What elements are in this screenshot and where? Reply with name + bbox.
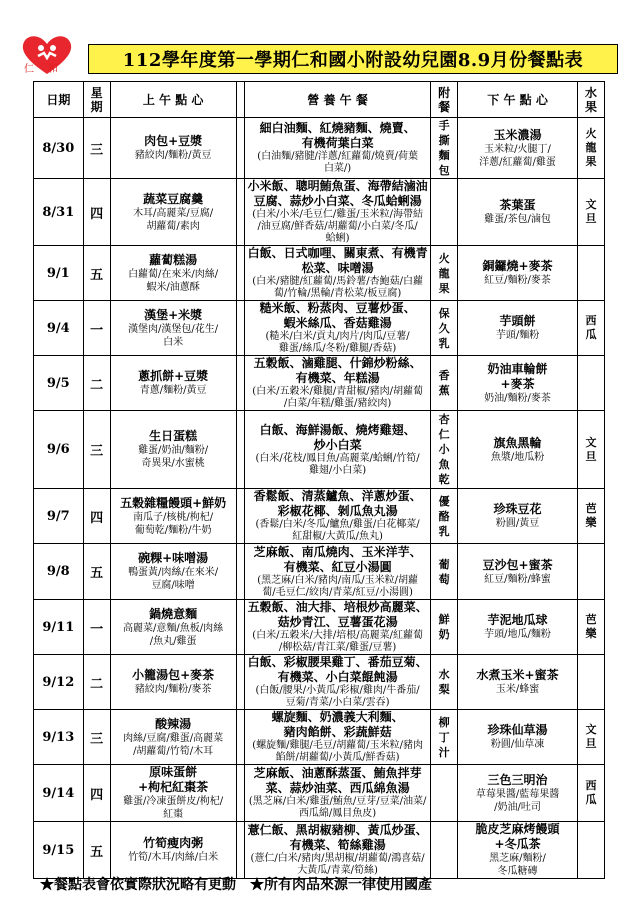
pm-snack-name: 玉米濃湯 — [493, 127, 542, 142]
lunch-ingredients: (黑芝麻/白米/雞蛋/鮪魚/豆芽/豆菜/油菜/ 西瓜綿/鳳目魚皮) — [248, 796, 427, 819]
row-fruit — [578, 356, 605, 411]
table-row — [34, 356, 605, 411]
row-pm-snack — [458, 544, 578, 600]
am-snack-ingredients: 豬絞肉/麵粉/黃豆 — [134, 150, 212, 161]
row-fruit: 文 旦 — [578, 179, 605, 246]
am-snack-name: 肉包+豆漿 — [144, 134, 203, 148]
row-am-snack — [110, 246, 236, 301]
row-am-snack — [110, 655, 236, 710]
row-separator — [236, 765, 244, 822]
row-lunch — [244, 179, 430, 246]
row-lunch — [244, 489, 430, 544]
row-separator — [236, 544, 244, 600]
am-snack-ingredients: 雞蛋/奶油/麵粉/ 奇異果/水蜜桃 — [138, 445, 209, 469]
lunch-ingredients: (香鬆/白米/冬瓜/鱸魚/雞蛋/白花椰菜/ 紅甜椒/大黃瓜/魚丸) — [255, 519, 420, 542]
row-lunch — [244, 655, 430, 710]
row-fruit: 西 瓜 — [578, 301, 605, 356]
pm-snack-ingredients: 奶油/麵粉/麥茶 — [484, 392, 551, 404]
row-weekday: 三 — [83, 118, 110, 179]
header-separator — [236, 82, 244, 118]
row-am-snack — [110, 710, 236, 765]
row-pm-snack — [458, 489, 578, 544]
row-pm-snack — [458, 356, 578, 411]
lunch-name: 白飯、日式咖哩、關東煮、有機青 松菜、味噌湯 — [247, 246, 428, 275]
lunch-name: 香鬆飯、清蒸鱸魚、洋蔥炒蛋、 彩椒花椰、剝瓜魚丸湯 — [253, 489, 422, 518]
am-snack-name: 原味蛋餅 +枸杞紅棗茶 — [138, 765, 209, 794]
pm-snack-ingredients: 玉米/蜂蜜 — [495, 684, 540, 695]
table-row — [34, 179, 605, 246]
row-separator — [236, 600, 244, 655]
row-lunch — [244, 411, 430, 489]
row-side-dish: 火 龍 果 — [431, 246, 458, 301]
pm-snack-name: 三色三明治 — [487, 772, 548, 787]
row-side-dish: 手 撕 麵 包 — [431, 118, 458, 179]
row-date: 9/4 — [34, 301, 84, 356]
header-side: 附 餐 — [431, 82, 458, 118]
row-weekday: 四 — [83, 765, 110, 822]
row-am-snack — [110, 356, 236, 411]
lunch-ingredients: (白米/五穀米/大排/培根/高麗菜/紅蘿蔔 /柳松菇/青江菜/雞蛋/豆薯) — [252, 630, 423, 653]
row-side-dish: 保 久 乳 — [431, 301, 458, 356]
row-side-dish: 香 蕉 — [431, 356, 458, 411]
pm-snack-ingredients: 芋頭/地瓜/麵粉 — [484, 629, 551, 640]
row-date: 9/1 — [34, 246, 84, 301]
row-weekday: 一 — [83, 301, 110, 356]
lunch-name: 白飯、海鮮湯飯、燒烤雞翅、 炒小白菜 — [259, 422, 416, 452]
pm-snack-name: 水煮玉米+蜜茶 — [476, 668, 559, 682]
row-pm-snack — [458, 765, 578, 822]
am-snack-name: 蔬菜豆腐羹 — [143, 191, 204, 206]
am-snack-name: 碗粿+味噌湯 — [138, 551, 209, 565]
lunch-ingredients: (白油麵/豬腱/洋蔥/紅蘿蔔/燒賣/荷葉 白菜/) — [257, 151, 418, 174]
row-am-snack — [110, 765, 236, 822]
row-fruit: 芭 樂 — [578, 489, 605, 544]
am-snack-ingredients: 青蔥/麵粉/黃豆 — [139, 385, 207, 396]
row-date: 8/30 — [34, 118, 84, 179]
row-pm-snack — [458, 411, 578, 489]
am-snack-ingredients: 木耳/高麗菜/豆腐/ 胡蘿蔔/素肉 — [133, 207, 214, 232]
row-separator — [236, 118, 244, 179]
row-separator — [236, 655, 244, 710]
lunch-name: 糙米飯、粉蒸肉、豆薯炒蛋、 蝦米絲瓜、香菇雞湯 — [259, 301, 416, 330]
meal-table — [33, 81, 605, 879]
header-am-snack: 上 午 點 心 — [110, 82, 236, 118]
row-date: 9/11 — [34, 600, 84, 655]
header-date: 日期 — [34, 82, 84, 118]
row-pm-snack — [458, 710, 578, 765]
pm-snack-name: 珍珠豆花 — [493, 502, 542, 516]
row-lunch — [244, 246, 430, 301]
row-weekday: 四 — [83, 489, 110, 544]
row-date: 8/31 — [34, 179, 84, 246]
row-side-dish: 水 梨 — [431, 655, 458, 710]
row-side-dish: 柳 丁 汁 — [431, 710, 458, 765]
row-side-dish: 鮮 奶 — [431, 600, 458, 655]
table-row — [34, 544, 605, 600]
row-fruit — [578, 246, 605, 301]
lunch-ingredients: (白米/豬腱/紅蘿蔔/馬鈴薯/杏鮑菇/白蘿 蔔/竹輪/黑輪/青松菜/板豆腐) — [252, 276, 423, 299]
pm-snack-name: 茶葉蛋 — [499, 198, 536, 212]
row-date: 9/7 — [34, 489, 84, 544]
row-am-snack — [110, 544, 236, 600]
row-fruit: 火 龍 果 — [578, 118, 605, 179]
header-pm-snack: 下 午 點 心 — [458, 82, 578, 118]
row-am-snack — [110, 118, 236, 179]
am-snack-ingredients: 豬絞肉/麵粉/麥茶 — [134, 684, 212, 695]
am-snack-name: 鍋燒意麵 — [149, 606, 198, 621]
header-weekday: 星 期 — [83, 82, 110, 118]
row-pm-snack — [458, 822, 578, 879]
table-row — [34, 655, 605, 710]
lunch-ingredients: (白米/花枝/鳳目魚/高麗菜/蛤蜊/竹筍/ 雞翅/小白菜) — [255, 452, 420, 476]
row-weekday: 五 — [83, 246, 110, 301]
lunch-name: 薏仁飯、黑胡椒豬柳、黃瓜炒蛋、 有機菜、筍絲雞湯 — [247, 823, 428, 852]
row-fruit: 文 旦 — [578, 411, 605, 489]
row-lunch — [244, 765, 430, 822]
row-fruit: 文 旦 — [578, 710, 605, 765]
row-side-dish — [431, 822, 458, 879]
row-side-dish: 優 酪 乳 — [431, 489, 458, 544]
lunch-name: 白飯、彩椒腰果雞丁、番茄豆菊、 有機菜、小白菜餛飩湯 — [247, 655, 428, 684]
meal-table-body — [34, 118, 605, 879]
row-am-snack — [110, 489, 236, 544]
row-side-dish — [431, 179, 458, 246]
pm-snack-name: 奶油車輪餅 +麥茶 — [487, 361, 548, 391]
row-weekday: 五 — [83, 544, 110, 600]
am-snack-name: 小籠湯包+麥茶 — [132, 668, 215, 682]
row-pm-snack — [458, 179, 578, 246]
am-snack-ingredients: 雞蛋/冷凍蛋餅皮/枸杞/ 紅棗 — [123, 796, 224, 820]
am-snack-name: 漢堡+米漿 — [144, 307, 203, 322]
pm-snack-name: 銅鑼燒+麥茶 — [482, 259, 553, 273]
footer-note: ★餐點表會依實際狀況略有更動 ★所有肉品來源一律使用國產 — [40, 877, 432, 893]
pm-snack-name: 豆沙包+蜜茶 — [482, 557, 553, 572]
row-weekday: 三 — [83, 710, 110, 765]
row-separator — [236, 246, 244, 301]
row-lunch — [244, 600, 430, 655]
am-snack-name: 竹筍瘦肉粥 — [143, 836, 204, 850]
lunch-ingredients: (糙米/白米/貢丸/肉片/肉瓜/豆薯/ 雞蛋/絲瓜/冬粉/雞腿/香菇) — [265, 331, 410, 354]
am-snack-ingredients: 竹筍/木耳/肉絲/白米 — [128, 852, 219, 863]
row-weekday: 四 — [83, 179, 110, 246]
row-fruit: 西 瓜 — [578, 765, 605, 822]
pm-snack-ingredients: 黑芝麻/麵粉/ 冬瓜糖磚 — [489, 853, 546, 877]
row-date: 9/14 — [34, 765, 84, 822]
row-lunch — [244, 356, 430, 411]
table-row — [34, 118, 605, 179]
row-pm-snack — [458, 600, 578, 655]
lunch-name: 芝麻飯、油蔥酥蒸蛋、鮪魚拌芽 菜、蒜炒油菜、西瓜綿魚湯 — [253, 766, 422, 795]
lunch-name: 小米飯、聰明鮪魚蛋、海帶結滷油 豆腐、蒜炒小白菜、冬瓜蛤蜊湯 — [247, 179, 428, 208]
lunch-name: 螺旋麵、奶濃義大利麵、 豬肉餡餅、彩蔬鮮菇 — [271, 710, 404, 739]
lunch-ingredients: (白飯/腰果/小黃瓜/彩椒/雞肉/牛番茄/ 豆菊/青菜/小白菜/雲吞) — [255, 685, 420, 708]
row-fruit — [578, 544, 605, 600]
row-lunch — [244, 710, 430, 765]
lunch-name: 五穀飯、油大排、培根炒高麗菜、 菇炒青江、豆薯蛋花湯 — [247, 600, 428, 629]
row-side-dish: 葡 萄 — [431, 544, 458, 600]
lunch-ingredients: (螺旋麵/雞腿/毛豆/胡蘿蔔/玉米粒/豬肉 餡餅/胡蘿蔔/小黃瓜/鮮香菇) — [252, 740, 423, 763]
row-separator — [236, 301, 244, 356]
pm-snack-name: 芋泥地瓜球 — [487, 613, 548, 627]
row-weekday: 五 — [83, 822, 110, 879]
pm-snack-ingredients: 紅豆/麵粉/蜂蜜 — [484, 573, 551, 585]
table-row — [34, 765, 605, 822]
am-snack-ingredients: 漢堡肉/漢堡包/花生/ 白米 — [128, 323, 219, 348]
table-row — [34, 301, 605, 356]
am-snack-name: 酸辣湯 — [155, 716, 192, 731]
table-row — [34, 489, 605, 544]
table-row — [34, 600, 605, 655]
pm-snack-ingredients: 紅豆/麵粉/麥茶 — [484, 275, 551, 286]
lunch-name: 細白油麵、紅燒豬麵、燒賣、 有機荷葉白菜 — [259, 121, 416, 150]
table-row — [34, 822, 605, 879]
am-snack-name: 生日蛋糕 — [149, 429, 198, 443]
pm-snack-name: 珍珠仙草湯 — [487, 723, 548, 737]
row-lunch — [244, 301, 430, 356]
lunch-ingredients: (薏仁/白米/豬肉/黑胡椒/胡蘿蔔/鴻喜菇/ 大黃瓜/青菜/筍絲) — [250, 853, 425, 876]
row-date: 9/13 — [34, 710, 84, 765]
row-date: 9/12 — [34, 655, 84, 710]
pm-snack-ingredients: 雞蛋/茶包/滷包 — [484, 214, 551, 225]
row-separator — [236, 356, 244, 411]
am-snack-ingredients: 南瓜子/核桃/枸杞/ 葡萄乾/麵粉/牛奶 — [133, 511, 214, 536]
row-weekday: 二 — [83, 356, 110, 411]
pm-snack-ingredients: 玉米粒/火腿丁/ 洋蔥/紅蘿蔔/雞蛋 — [479, 143, 556, 168]
row-am-snack — [110, 822, 236, 879]
row-weekday: 三 — [83, 411, 110, 489]
row-separator — [236, 179, 244, 246]
table-row — [34, 710, 605, 765]
pm-snack-ingredients: 魚漿/地瓜粉 — [490, 451, 545, 463]
row-side-dish — [431, 765, 458, 822]
row-fruit: 芭 樂 — [578, 600, 605, 655]
am-snack-ingredients: 高麗菜/意麵/魚板/肉絲 /魚丸/雞蛋 — [123, 622, 224, 647]
pm-snack-ingredients: 粉圓/黃豆 — [495, 518, 540, 529]
row-am-snack — [110, 301, 236, 356]
lunch-ingredients: (白米/小米/毛豆仁/雞蛋/玉米粒/海帶結 /油豆腐/鮮香菇/胡蘿蔔/小白菜/冬瓜/ 蛤蜊) — [252, 209, 423, 244]
row-separator — [236, 489, 244, 544]
row-pm-snack — [458, 655, 578, 710]
row-lunch — [244, 118, 430, 179]
lunch-name: 五穀飯、滷雞腿、什錦炒粉絲、 有機菜、年糕湯 — [253, 356, 422, 385]
row-fruit — [578, 655, 605, 710]
am-snack-name: 蘿蔔糕湯 — [149, 252, 198, 267]
row-am-snack — [110, 600, 236, 655]
am-snack-ingredients: 鴨蛋黃/肉絲/在來米/ 豆腐/味噌 — [128, 567, 219, 591]
am-snack-ingredients: 白蘿蔔/在來米/肉絲/ 蝦米/油蔥酥 — [128, 268, 219, 293]
pm-snack-name: 芋頭餅 — [499, 314, 536, 328]
am-snack-name: 五穀雜糧饅頭+鮮奶 — [120, 495, 227, 510]
pm-snack-ingredients: 粉圓/仙草凍 — [490, 739, 545, 750]
am-snack-name: 蔥抓餅+豆漿 — [138, 369, 209, 383]
row-am-snack — [110, 179, 236, 246]
row-weekday: 一 — [83, 600, 110, 655]
header-lunch: 營 養 午 餐 — [244, 82, 430, 118]
header-fruit: 水 果 — [578, 82, 605, 118]
pm-snack-ingredients: 芋頭/麵粉 — [495, 330, 540, 341]
table-row — [34, 411, 605, 489]
pm-snack-ingredients: 草莓果醬/藍莓果醬 /奶油/吐司 — [475, 788, 560, 813]
page-title: 112學年度第一學期仁和國小附設幼兒園8.9月份餐點表 — [122, 50, 584, 71]
pm-snack-name: 脆皮芝麻烤饅頭 +冬瓜茶 — [475, 822, 560, 851]
row-am-snack — [110, 411, 236, 489]
row-lunch — [244, 822, 430, 879]
row-lunch — [244, 544, 430, 600]
row-date: 9/5 — [34, 356, 84, 411]
row-separator — [236, 710, 244, 765]
lunch-ingredients: (黑芝麻/白米/豬肉/南瓜/玉米粒/胡蘿 蔔/毛豆仁/絞肉/青菜/紅豆/小湯圓) — [257, 574, 418, 598]
row-weekday: 二 — [83, 655, 110, 710]
am-snack-ingredients: 肉絲/豆腐/雞蛋/高麗菜 /胡蘿蔔/竹筍/木耳 — [123, 732, 224, 757]
row-separator — [236, 822, 244, 879]
table-row — [34, 246, 605, 301]
lunch-name: 芝麻飯、南瓜燒肉、玉米洋芋、 有機菜、紅豆小湯圓 — [253, 544, 422, 574]
logo-name: 仁和 — [24, 64, 72, 75]
row-pm-snack — [458, 246, 578, 301]
row-date: 9/8 — [34, 544, 84, 600]
lunch-ingredients: (白米/五穀米/雞腿/青甜椒/豬肉/胡蘿蔔 /白菜/年糕/雞蛋/豬絞肉) — [252, 386, 423, 409]
menu-title-banner — [88, 44, 618, 74]
row-date: 9/15 — [34, 822, 84, 879]
pm-snack-name: 旗魚黑輪 — [493, 435, 542, 450]
row-pm-snack — [458, 301, 578, 356]
row-fruit — [578, 822, 605, 879]
row-pm-snack — [458, 118, 578, 179]
row-separator — [236, 411, 244, 489]
row-date: 9/6 — [34, 411, 84, 489]
row-side-dish: 杏 仁 小 魚 乾 — [431, 411, 458, 489]
